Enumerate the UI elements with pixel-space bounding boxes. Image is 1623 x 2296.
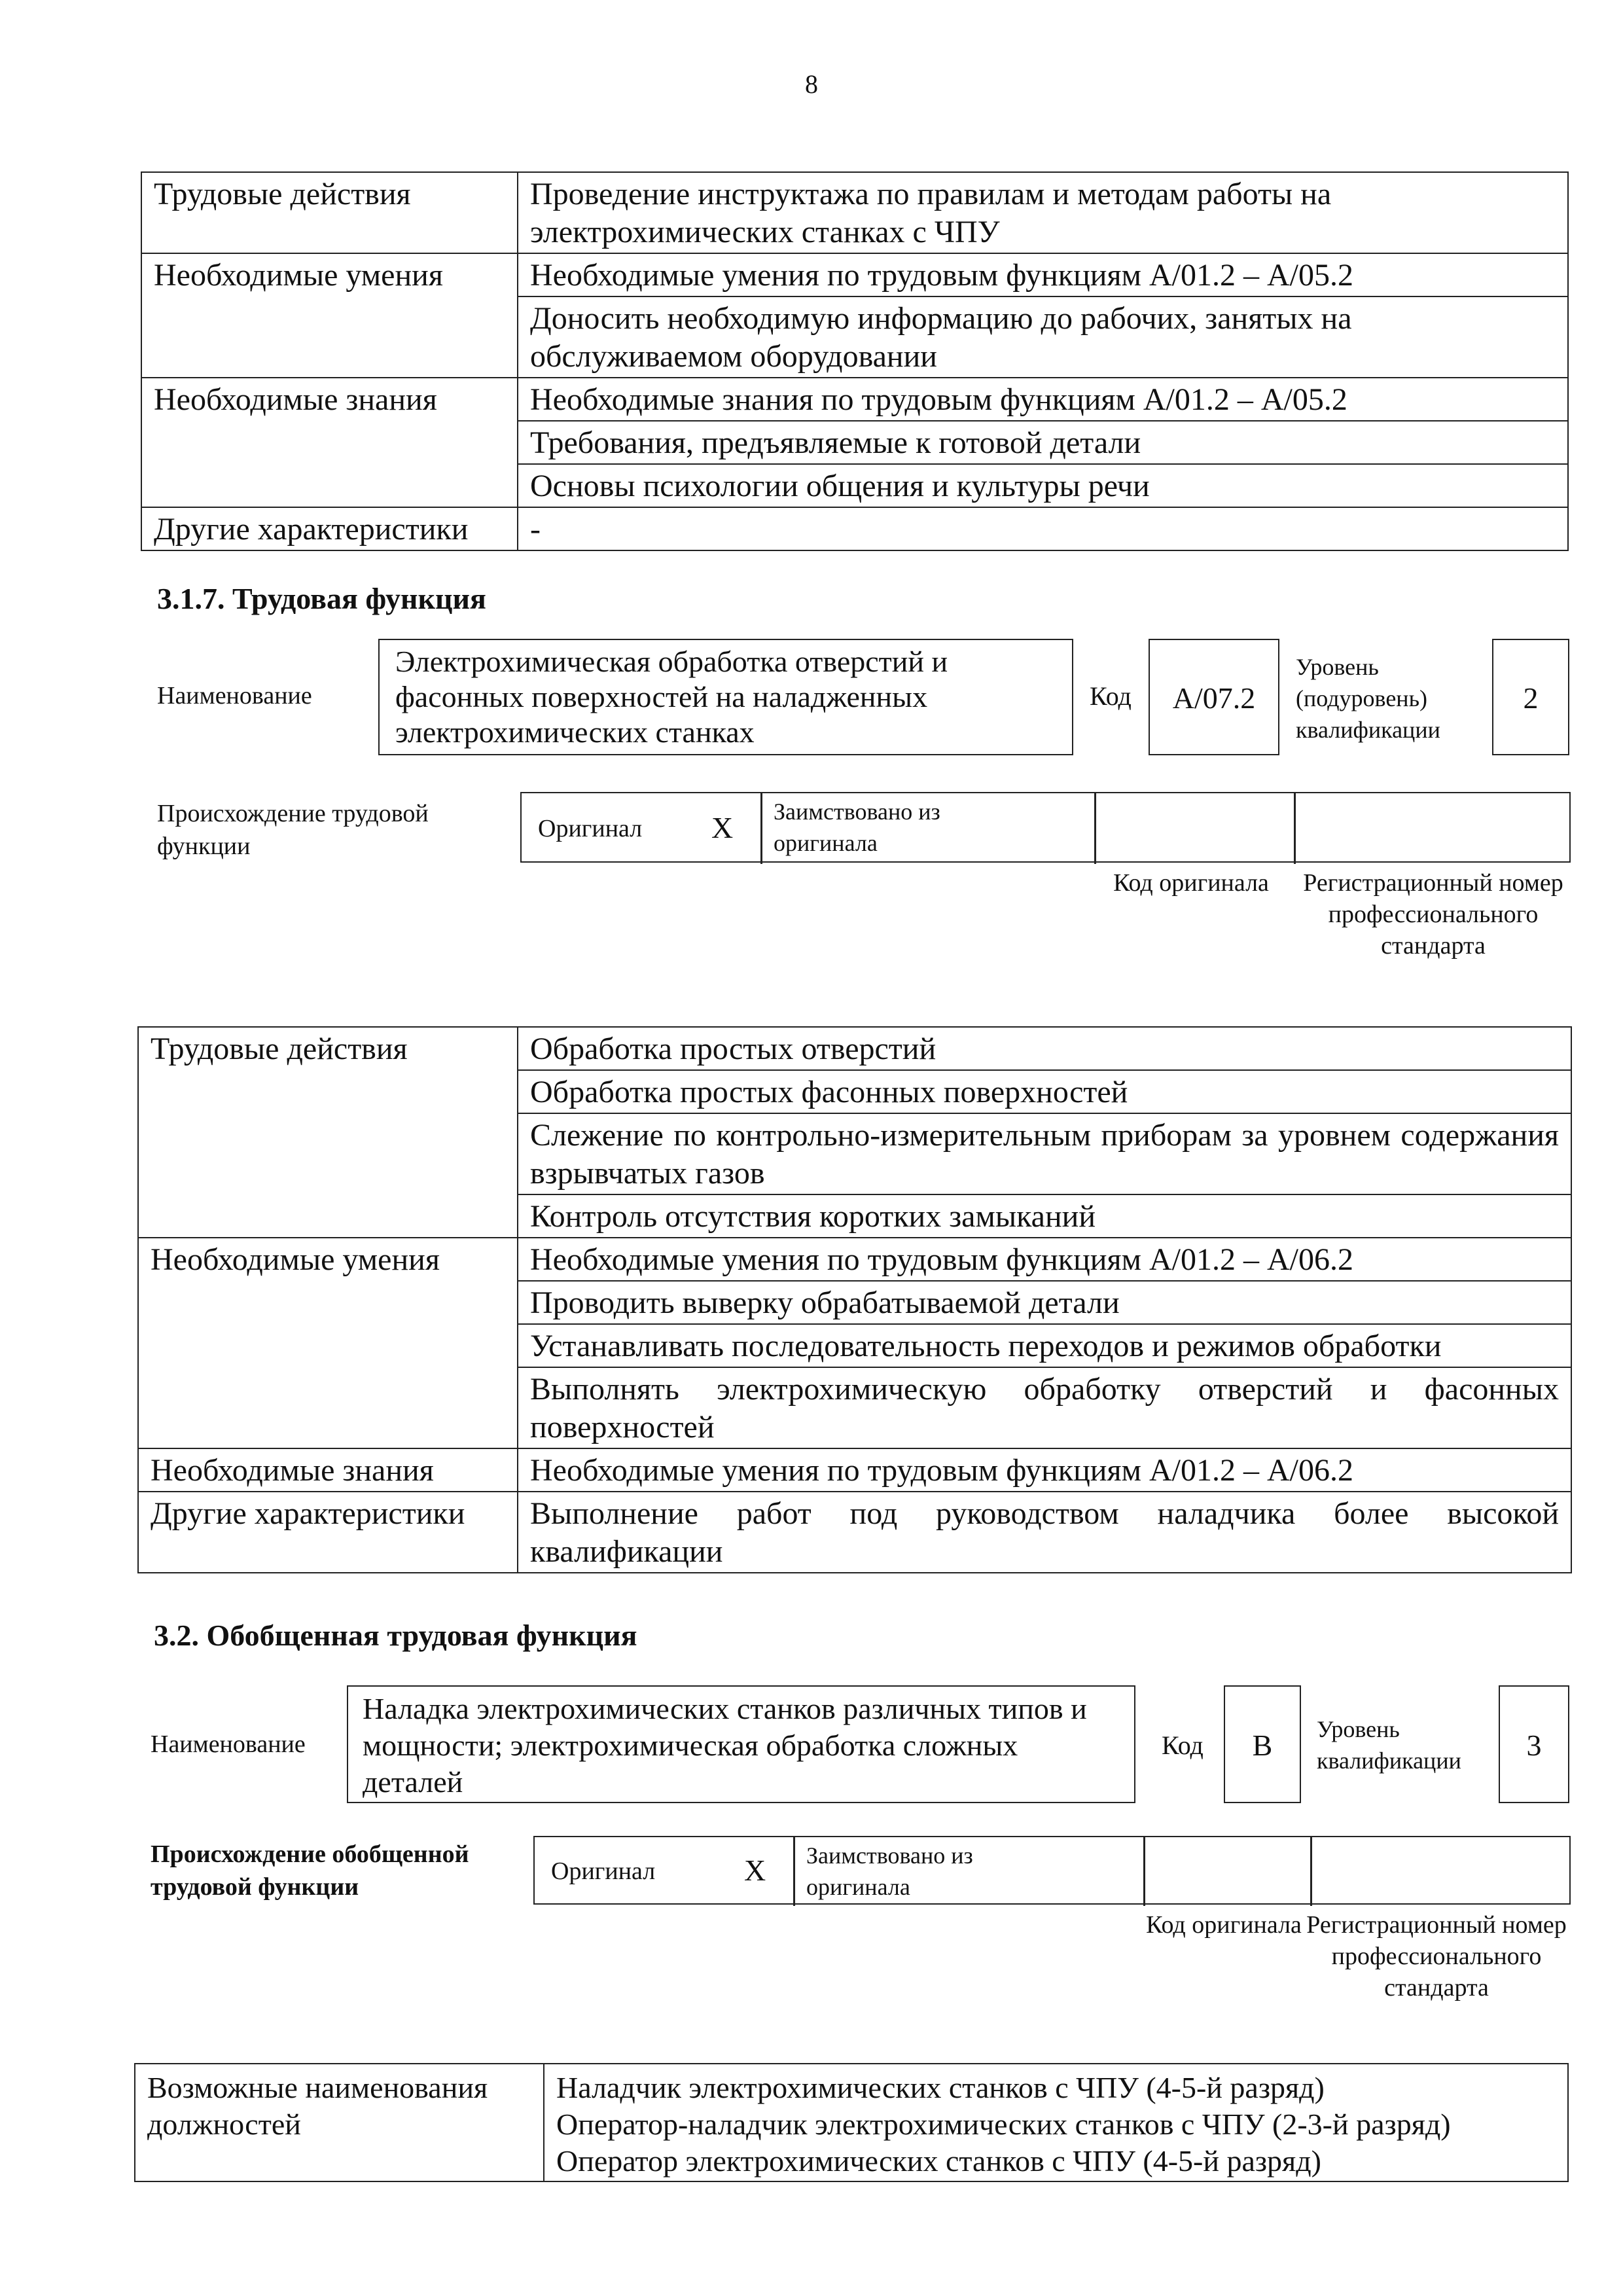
labor-functions-table-1 xyxy=(141,171,1569,551)
divider xyxy=(1094,793,1096,864)
row-item: Проводить выверку обрабатываемой детали xyxy=(518,1281,1571,1324)
code-label: Код xyxy=(1090,681,1132,711)
table-row xyxy=(141,507,1568,550)
level-value: 2 xyxy=(1523,681,1539,715)
row-item: Основы психологии общения и культуры речи xyxy=(518,464,1568,507)
list-item: Оператор электрохимических станков с ЧПУ (4-5-й разряд) xyxy=(556,2144,1321,2178)
divider xyxy=(1143,1837,1145,1906)
row-item: Требования, предъявляемые к готовой детали xyxy=(518,421,1568,464)
row-item: Обработка простых фасонных поверхностей xyxy=(518,1070,1571,1113)
table-row xyxy=(141,253,1568,296)
function-name-box: Электрохимическая обработка отверстий и фасонных поверхностей на наладженных электрохимических станках xyxy=(378,639,1073,755)
name-label: Наименование xyxy=(151,1731,306,1758)
row-item: Необходимые умения по трудовым функциям А/01.2 – А/06.2 xyxy=(518,1238,1571,1281)
row-item: Доносить необходимую информацию до рабочих, занятых на обслуживаемом оборудовании xyxy=(518,296,1568,378)
section-heading: 3.2. Обобщенная трудовая функция xyxy=(154,1619,637,1652)
level-label: Уровень квалификации xyxy=(1317,1716,1461,1774)
code-value: А/07.2 xyxy=(1172,681,1256,715)
row-label: Необходимые знания xyxy=(141,378,518,507)
original-label: Оригинал xyxy=(551,1857,656,1885)
function-name-box: Наладка электрохимических станков различных типов и мощности; электрохимическая обработка сложных деталей xyxy=(347,1685,1135,1803)
table-row xyxy=(141,172,1568,253)
reg-number-caption: Регистрационный номер профессионального стандарта xyxy=(1306,1911,1567,2001)
divider xyxy=(760,793,762,864)
row-label: Необходимые умения xyxy=(141,253,518,378)
row-item: Проведение инструктажа по правилам и методам работы на электрохимических станках с ЧПУ xyxy=(518,172,1568,253)
row-item: Выполнение работ под руководством наладчика более высокой квалификации xyxy=(518,1492,1571,1573)
divider xyxy=(1294,793,1296,864)
divider xyxy=(793,1837,795,1906)
row-item: Контроль отсутствия коротких замыканий xyxy=(518,1194,1571,1238)
list-item: Оператор-наладчик электрохимических станков с ЧПУ (2-3-й разряд) xyxy=(556,2108,1451,2141)
row-item: Обработка простых отверстий xyxy=(518,1027,1571,1070)
labor-functions-table-2 xyxy=(137,1026,1572,1573)
row-item: - xyxy=(518,507,1568,550)
row-item: Устанавливать последовательность переходов и режимов обработки xyxy=(518,1324,1571,1367)
row-label: Трудовые действия xyxy=(138,1027,518,1238)
table-row xyxy=(138,1238,1571,1281)
borrowed-label: Заимствовано из оригинала xyxy=(806,1842,973,1900)
code-label: Код xyxy=(1162,1731,1204,1760)
code-value: B xyxy=(1252,1729,1273,1762)
origin-label: Происхождение обобщенной трудовой функции xyxy=(151,1840,469,1901)
original-label: Оригинал xyxy=(538,815,643,842)
level-value-box xyxy=(1499,1685,1569,1803)
code-value-box xyxy=(1224,1685,1301,1803)
name-label: Наименование xyxy=(157,682,312,709)
origin-row xyxy=(533,1836,1571,1905)
list-item: Наладчик электрохимических станков с ЧПУ (4-5-й разряд) xyxy=(556,2071,1325,2104)
section-heading: 3.1.7. Трудовая функция xyxy=(157,582,486,615)
row-item: Необходимые умения по трудовым функциям А/01.2 – А/06.2 xyxy=(518,1448,1571,1492)
original-mark: X xyxy=(711,811,734,844)
table-row xyxy=(141,378,1568,421)
job-titles-list xyxy=(544,2064,1568,2181)
table-row xyxy=(138,1027,1571,1070)
level-value-box xyxy=(1492,639,1569,755)
row-label: Необходимые умения xyxy=(138,1238,518,1448)
page-number: 8 xyxy=(805,69,818,99)
reg-number-caption: Регистрационный номер профессионального стандарта xyxy=(1303,869,1563,960)
original-mark: X xyxy=(744,1854,766,1887)
row-item: Слежение по контрольно-измерительным приборам за уровнем содержания взрывчатых газов xyxy=(518,1113,1571,1194)
borrowed-label: Заимствовано из оригинала xyxy=(774,798,940,856)
divider xyxy=(1310,1837,1312,1906)
code-original-caption: Код оригинала xyxy=(1113,869,1269,897)
row-label: Трудовые действия xyxy=(141,172,518,253)
table-row xyxy=(138,1492,1571,1573)
job-titles-table xyxy=(134,2063,1569,2182)
row-label: Необходимые знания xyxy=(138,1448,518,1492)
table-row xyxy=(135,2064,1568,2181)
row-label: Другие характеристики xyxy=(138,1492,518,1573)
code-value-box xyxy=(1149,639,1279,755)
level-label: Уровень (подуровень) квалификации xyxy=(1296,654,1440,743)
origin-label: Происхождение трудовой функции xyxy=(157,800,429,860)
origin-row xyxy=(520,792,1571,863)
level-value: 3 xyxy=(1526,1729,1542,1762)
table-row xyxy=(138,1448,1571,1492)
row-item: Необходимые знания по трудовым функциям А/01.2 – А/05.2 xyxy=(518,378,1568,421)
row-item: Необходимые умения по трудовым функциям А/01.2 – А/05.2 xyxy=(518,253,1568,296)
code-original-caption: Код оригинала xyxy=(1146,1911,1302,1939)
row-item: Выполнять электрохимическую обработку отверстий и фасонных поверхностей xyxy=(518,1367,1571,1448)
row-label: Другие характеристики xyxy=(141,507,518,550)
row-label: Возможные наименования должностей xyxy=(135,2064,544,2181)
